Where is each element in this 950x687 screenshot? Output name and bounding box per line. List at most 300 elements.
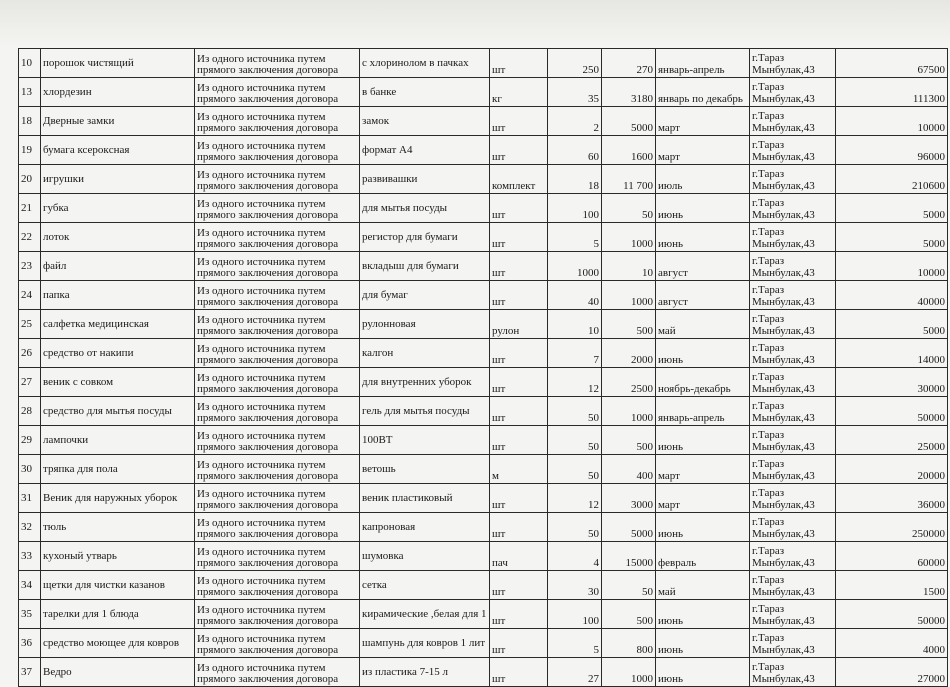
row-number: 29 bbox=[19, 426, 41, 455]
table-row bbox=[19, 339, 948, 368]
total-amount: 5000 bbox=[836, 223, 948, 252]
item-name: тарелки для 1 блюда bbox=[41, 600, 195, 629]
item-specification: в банке bbox=[360, 78, 490, 107]
method-line-1: Из одного источника путем bbox=[197, 82, 326, 94]
place-line-2: Мынбулак,43 bbox=[752, 151, 815, 163]
place-line-2: Мынбулак,43 bbox=[752, 238, 815, 250]
procurement-method bbox=[195, 107, 360, 136]
delivery-place bbox=[750, 629, 836, 658]
table-row bbox=[19, 600, 948, 629]
quantity: 5 bbox=[548, 223, 602, 252]
item-specification: гель для мытья посуды bbox=[360, 397, 490, 426]
delivery-period: январь по декабрь bbox=[656, 78, 750, 107]
row-number: 26 bbox=[19, 339, 41, 368]
item-name: лампочки bbox=[41, 426, 195, 455]
method-line-1: Из одного источника путем bbox=[197, 401, 326, 413]
place-line-1: г.Тараз bbox=[752, 255, 785, 267]
item-name: средство моющее для ковров bbox=[41, 629, 195, 658]
unit-of-measure: м bbox=[490, 455, 548, 484]
delivery-period: июнь bbox=[656, 223, 750, 252]
place-line-1: г.Тараз bbox=[752, 139, 785, 151]
item-name: лоток bbox=[41, 223, 195, 252]
delivery-place bbox=[750, 165, 836, 194]
total-amount: 96000 bbox=[836, 136, 948, 165]
method-line-1: Из одного источника путем bbox=[197, 169, 326, 181]
unit-of-measure: рулон bbox=[490, 310, 548, 339]
total-amount: 250000 bbox=[836, 513, 948, 542]
unit-of-measure: шт bbox=[490, 397, 548, 426]
procurement-method bbox=[195, 252, 360, 281]
total-amount: 4000 bbox=[836, 629, 948, 658]
quantity: 4 bbox=[548, 542, 602, 571]
delivery-place bbox=[750, 600, 836, 629]
total-amount: 14000 bbox=[836, 339, 948, 368]
row-number: 27 bbox=[19, 368, 41, 397]
procurement-table bbox=[18, 48, 948, 687]
item-name: веник с совком bbox=[41, 368, 195, 397]
place-line-2: Мынбулак,43 bbox=[752, 528, 815, 540]
total-amount: 210600 bbox=[836, 165, 948, 194]
delivery-place bbox=[750, 658, 836, 687]
delivery-place bbox=[750, 397, 836, 426]
place-line-2: Мынбулак,43 bbox=[752, 209, 815, 221]
table-row bbox=[19, 368, 948, 397]
table-row bbox=[19, 455, 948, 484]
place-line-2: Мынбулак,43 bbox=[752, 499, 815, 511]
unit-price: 11 700 bbox=[602, 165, 656, 194]
table-row bbox=[19, 629, 948, 658]
unit-of-measure: пач bbox=[490, 542, 548, 571]
procurement-method bbox=[195, 455, 360, 484]
unit-price: 1000 bbox=[602, 223, 656, 252]
delivery-period: июнь bbox=[656, 600, 750, 629]
unit-price: 400 bbox=[602, 455, 656, 484]
place-line-1: г.Тараз bbox=[752, 110, 785, 122]
delivery-place bbox=[750, 484, 836, 513]
method-line-1: Из одного источника путем bbox=[197, 285, 326, 297]
table-row bbox=[19, 397, 948, 426]
row-number: 18 bbox=[19, 107, 41, 136]
method-line-1: Из одного источника путем bbox=[197, 314, 326, 326]
item-name: щетки для чистки казанов bbox=[41, 571, 195, 600]
delivery-period: май bbox=[656, 571, 750, 600]
unit-of-measure: комплект bbox=[490, 165, 548, 194]
item-specification: калгон bbox=[360, 339, 490, 368]
place-line-1: г.Тараз bbox=[752, 400, 785, 412]
place-line-2: Мынбулак,43 bbox=[752, 383, 815, 395]
scan-shadow bbox=[0, 0, 950, 48]
quantity: 12 bbox=[548, 484, 602, 513]
item-name: салфетка медицинская bbox=[41, 310, 195, 339]
unit-price: 1600 bbox=[602, 136, 656, 165]
place-line-1: г.Тараз bbox=[752, 342, 785, 354]
item-specification: кирамические ,белая для 1 bbox=[360, 600, 490, 629]
total-amount: 36000 bbox=[836, 484, 948, 513]
quantity: 40 bbox=[548, 281, 602, 310]
unit-price: 500 bbox=[602, 310, 656, 339]
unit-of-measure: шт bbox=[490, 107, 548, 136]
unit-price: 270 bbox=[602, 49, 656, 78]
procurement-method bbox=[195, 49, 360, 78]
item-specification: веник пластиковый bbox=[360, 484, 490, 513]
delivery-place bbox=[750, 513, 836, 542]
delivery-period: январь-апрель bbox=[656, 49, 750, 78]
unit-of-measure: шт bbox=[490, 368, 548, 397]
table-body bbox=[19, 49, 948, 687]
delivery-place bbox=[750, 542, 836, 571]
place-line-2: Мынбулак,43 bbox=[752, 412, 815, 424]
item-specification: вкладыш для бумаги bbox=[360, 252, 490, 281]
item-specification: для мытья посуды bbox=[360, 194, 490, 223]
place-line-1: г.Тараз bbox=[752, 661, 785, 673]
method-line-2: прямого заключения договора bbox=[197, 412, 339, 424]
row-number: 20 bbox=[19, 165, 41, 194]
method-line-2: прямого заключения договора bbox=[197, 557, 339, 569]
total-amount: 50000 bbox=[836, 397, 948, 426]
row-number: 24 bbox=[19, 281, 41, 310]
place-line-2: Мынбулак,43 bbox=[752, 267, 815, 279]
place-line-2: Мынбулак,43 bbox=[752, 122, 815, 134]
total-amount: 5000 bbox=[836, 194, 948, 223]
procurement-sheet bbox=[18, 48, 948, 687]
delivery-place bbox=[750, 49, 836, 78]
item-name: папка bbox=[41, 281, 195, 310]
method-line-2: прямого заключения договора bbox=[197, 267, 339, 279]
place-line-1: г.Тараз bbox=[752, 168, 785, 180]
item-specification: для внутренних уборок bbox=[360, 368, 490, 397]
procurement-method bbox=[195, 194, 360, 223]
unit-of-measure: шт bbox=[490, 223, 548, 252]
place-line-1: г.Тараз bbox=[752, 632, 785, 644]
method-line-2: прямого заключения договора bbox=[197, 470, 339, 482]
place-line-1: г.Тараз bbox=[752, 81, 785, 93]
item-specification: капроновая bbox=[360, 513, 490, 542]
unit-price: 1000 bbox=[602, 281, 656, 310]
place-line-1: г.Тараз bbox=[752, 429, 785, 441]
place-line-1: г.Тараз bbox=[752, 284, 785, 296]
unit-of-measure: шт bbox=[490, 49, 548, 78]
method-line-1: Из одного источника путем bbox=[197, 662, 326, 674]
procurement-method bbox=[195, 368, 360, 397]
unit-of-measure: шт bbox=[490, 281, 548, 310]
row-number: 21 bbox=[19, 194, 41, 223]
delivery-place bbox=[750, 136, 836, 165]
delivery-period: март bbox=[656, 136, 750, 165]
procurement-method bbox=[195, 310, 360, 339]
unit-price: 5000 bbox=[602, 107, 656, 136]
table-row bbox=[19, 78, 948, 107]
delivery-period: март bbox=[656, 484, 750, 513]
total-amount: 111300 bbox=[836, 78, 948, 107]
total-amount: 27000 bbox=[836, 658, 948, 687]
total-amount: 30000 bbox=[836, 368, 948, 397]
method-line-1: Из одного источника путем bbox=[197, 343, 326, 355]
table-row bbox=[19, 281, 948, 310]
quantity: 27 bbox=[548, 658, 602, 687]
item-specification: для бумаг bbox=[360, 281, 490, 310]
row-number: 25 bbox=[19, 310, 41, 339]
table-row bbox=[19, 542, 948, 571]
delivery-period: август bbox=[656, 281, 750, 310]
unit-of-measure: шт bbox=[490, 658, 548, 687]
place-line-1: г.Тараз bbox=[752, 226, 785, 238]
delivery-period: ноябрь-декабрь bbox=[656, 368, 750, 397]
delivery-place bbox=[750, 339, 836, 368]
item-specification: замок bbox=[360, 107, 490, 136]
delivery-place bbox=[750, 571, 836, 600]
procurement-method bbox=[195, 281, 360, 310]
item-name: средство для мытья посуды bbox=[41, 397, 195, 426]
total-amount: 40000 bbox=[836, 281, 948, 310]
item-specification: формат А4 bbox=[360, 136, 490, 165]
row-number: 34 bbox=[19, 571, 41, 600]
unit-price: 50 bbox=[602, 571, 656, 600]
method-line-1: Из одного источника путем bbox=[197, 53, 326, 65]
quantity: 100 bbox=[548, 600, 602, 629]
unit-of-measure: шт bbox=[490, 629, 548, 658]
quantity: 100 bbox=[548, 194, 602, 223]
unit-of-measure: шт bbox=[490, 571, 548, 600]
delivery-place bbox=[750, 252, 836, 281]
method-line-2: прямого заключения договора bbox=[197, 93, 339, 105]
item-name: игрушки bbox=[41, 165, 195, 194]
total-amount: 20000 bbox=[836, 455, 948, 484]
quantity: 2 bbox=[548, 107, 602, 136]
place-line-2: Мынбулак,43 bbox=[752, 325, 815, 337]
table-row bbox=[19, 165, 948, 194]
item-specification: шумовка bbox=[360, 542, 490, 571]
item-specification: рулонновая bbox=[360, 310, 490, 339]
quantity: 12 bbox=[548, 368, 602, 397]
method-line-2: прямого заключения договора bbox=[197, 644, 339, 656]
method-line-2: прямого заключения договора bbox=[197, 325, 339, 337]
method-line-2: прямого заключения договора bbox=[197, 209, 339, 221]
delivery-period: январь-апрель bbox=[656, 397, 750, 426]
place-line-1: г.Тараз bbox=[752, 516, 785, 528]
method-line-1: Из одного источника путем bbox=[197, 227, 326, 239]
table-row bbox=[19, 426, 948, 455]
method-line-1: Из одного источника путем bbox=[197, 256, 326, 268]
table-row bbox=[19, 194, 948, 223]
quantity: 1000 bbox=[548, 252, 602, 281]
row-number: 33 bbox=[19, 542, 41, 571]
table-row bbox=[19, 571, 948, 600]
total-amount: 50000 bbox=[836, 600, 948, 629]
unit-price: 50 bbox=[602, 194, 656, 223]
place-line-2: Мынбулак,43 bbox=[752, 615, 815, 627]
item-specification: регистор для бумаги bbox=[360, 223, 490, 252]
procurement-method bbox=[195, 136, 360, 165]
unit-price: 800 bbox=[602, 629, 656, 658]
item-name: средство от накипи bbox=[41, 339, 195, 368]
place-line-2: Мынбулак,43 bbox=[752, 354, 815, 366]
quantity: 10 bbox=[548, 310, 602, 339]
table-row bbox=[19, 310, 948, 339]
delivery-period: июнь bbox=[656, 658, 750, 687]
method-line-1: Из одного источника путем bbox=[197, 517, 326, 529]
place-line-1: г.Тараз bbox=[752, 574, 785, 586]
place-line-1: г.Тараз bbox=[752, 313, 785, 325]
item-name: файл bbox=[41, 252, 195, 281]
table-row bbox=[19, 107, 948, 136]
total-amount: 1500 bbox=[836, 571, 948, 600]
item-name: хлордезин bbox=[41, 78, 195, 107]
place-line-1: г.Тараз bbox=[752, 603, 785, 615]
delivery-place bbox=[750, 223, 836, 252]
item-name: Ведро bbox=[41, 658, 195, 687]
delivery-period: июнь bbox=[656, 426, 750, 455]
method-line-1: Из одного источника путем bbox=[197, 546, 326, 558]
method-line-1: Из одного источника путем bbox=[197, 111, 326, 123]
unit-price: 3000 bbox=[602, 484, 656, 513]
row-number: 30 bbox=[19, 455, 41, 484]
place-line-1: г.Тараз bbox=[752, 197, 785, 209]
unit-price: 2000 bbox=[602, 339, 656, 368]
table-row bbox=[19, 252, 948, 281]
item-specification: с хлоринолом в пачках bbox=[360, 49, 490, 78]
method-line-1: Из одного источника путем bbox=[197, 633, 326, 645]
method-line-2: прямого заключения договора bbox=[197, 180, 339, 192]
procurement-method bbox=[195, 629, 360, 658]
method-line-2: прямого заключения договора bbox=[197, 499, 339, 511]
delivery-period: февраль bbox=[656, 542, 750, 571]
row-number: 19 bbox=[19, 136, 41, 165]
quantity: 50 bbox=[548, 426, 602, 455]
place-line-2: Мынбулак,43 bbox=[752, 93, 815, 105]
method-line-2: прямого заключения договора bbox=[197, 441, 339, 453]
unit-of-measure: шт bbox=[490, 252, 548, 281]
table-row bbox=[19, 484, 948, 513]
total-amount: 60000 bbox=[836, 542, 948, 571]
row-number: 28 bbox=[19, 397, 41, 426]
delivery-place bbox=[750, 194, 836, 223]
delivery-period: август bbox=[656, 252, 750, 281]
row-number: 32 bbox=[19, 513, 41, 542]
place-line-1: г.Тараз bbox=[752, 52, 785, 64]
item-name: кухоный утварь bbox=[41, 542, 195, 571]
delivery-period: июль bbox=[656, 165, 750, 194]
row-number: 35 bbox=[19, 600, 41, 629]
method-line-2: прямого заключения договора bbox=[197, 383, 339, 395]
unit-price: 1000 bbox=[602, 658, 656, 687]
place-line-1: г.Тараз bbox=[752, 458, 785, 470]
method-line-2: прямого заключения договора bbox=[197, 151, 339, 163]
procurement-method bbox=[195, 484, 360, 513]
table-row bbox=[19, 49, 948, 78]
quantity: 60 bbox=[548, 136, 602, 165]
method-line-2: прямого заключения договора bbox=[197, 673, 339, 685]
procurement-method bbox=[195, 600, 360, 629]
row-number: 22 bbox=[19, 223, 41, 252]
unit-price: 3180 bbox=[602, 78, 656, 107]
delivery-period: июнь bbox=[656, 339, 750, 368]
unit-of-measure: шт bbox=[490, 600, 548, 629]
delivery-place bbox=[750, 78, 836, 107]
total-amount: 10000 bbox=[836, 107, 948, 136]
unit-price: 1000 bbox=[602, 397, 656, 426]
method-line-2: прямого заключения договора bbox=[197, 238, 339, 250]
row-number: 23 bbox=[19, 252, 41, 281]
procurement-method bbox=[195, 397, 360, 426]
item-name: порошок чистящий bbox=[41, 49, 195, 78]
total-amount: 5000 bbox=[836, 310, 948, 339]
unit-price: 500 bbox=[602, 426, 656, 455]
unit-of-measure: шт bbox=[490, 136, 548, 165]
item-specification: 100ВТ bbox=[360, 426, 490, 455]
place-line-1: г.Тараз bbox=[752, 487, 785, 499]
table-row bbox=[19, 513, 948, 542]
quantity: 35 bbox=[548, 78, 602, 107]
method-line-1: Из одного источника путем bbox=[197, 430, 326, 442]
row-number: 37 bbox=[19, 658, 41, 687]
item-specification: из пластика 7-15 л bbox=[360, 658, 490, 687]
row-number: 31 bbox=[19, 484, 41, 513]
delivery-place bbox=[750, 310, 836, 339]
table-row bbox=[19, 136, 948, 165]
delivery-place bbox=[750, 455, 836, 484]
procurement-method bbox=[195, 571, 360, 600]
delivery-period: июнь bbox=[656, 513, 750, 542]
quantity: 18 bbox=[548, 165, 602, 194]
procurement-method bbox=[195, 339, 360, 368]
procurement-method bbox=[195, 658, 360, 687]
delivery-period: июнь bbox=[656, 194, 750, 223]
delivery-period: июнь bbox=[656, 629, 750, 658]
method-line-1: Из одного источника путем bbox=[197, 488, 326, 500]
quantity: 5 bbox=[548, 629, 602, 658]
unit-of-measure: шт bbox=[490, 484, 548, 513]
item-specification: развивашки bbox=[360, 165, 490, 194]
quantity: 30 bbox=[548, 571, 602, 600]
method-line-1: Из одного источника путем bbox=[197, 198, 326, 210]
delivery-place bbox=[750, 368, 836, 397]
row-number: 13 bbox=[19, 78, 41, 107]
place-line-2: Мынбулак,43 bbox=[752, 64, 815, 76]
place-line-2: Мынбулак,43 bbox=[752, 441, 815, 453]
method-line-1: Из одного источника путем bbox=[197, 604, 326, 616]
unit-price: 2500 bbox=[602, 368, 656, 397]
method-line-2: прямого заключения договора bbox=[197, 615, 339, 627]
total-amount: 25000 bbox=[836, 426, 948, 455]
method-line-1: Из одного источника путем bbox=[197, 459, 326, 471]
place-line-2: Мынбулак,43 bbox=[752, 557, 815, 569]
place-line-1: г.Тараз bbox=[752, 545, 785, 557]
item-specification: шампунь для ковров 1 лит bbox=[360, 629, 490, 658]
place-line-2: Мынбулак,43 bbox=[752, 296, 815, 308]
procurement-method bbox=[195, 78, 360, 107]
quantity: 50 bbox=[548, 513, 602, 542]
method-line-2: прямого заключения договора bbox=[197, 528, 339, 540]
unit-price: 500 bbox=[602, 600, 656, 629]
item-specification: ветошь bbox=[360, 455, 490, 484]
procurement-method bbox=[195, 165, 360, 194]
quantity: 50 bbox=[548, 455, 602, 484]
delivery-place bbox=[750, 281, 836, 310]
table-row bbox=[19, 658, 948, 687]
row-number: 36 bbox=[19, 629, 41, 658]
method-line-1: Из одного источника путем bbox=[197, 575, 326, 587]
method-line-1: Из одного источника путем bbox=[197, 372, 326, 384]
unit-price: 10 bbox=[602, 252, 656, 281]
table-row bbox=[19, 223, 948, 252]
item-specification: сетка bbox=[360, 571, 490, 600]
unit-of-measure: шт bbox=[490, 194, 548, 223]
delivery-period: март bbox=[656, 455, 750, 484]
row-number: 10 bbox=[19, 49, 41, 78]
unit-of-measure: шт bbox=[490, 513, 548, 542]
item-name: Веник для наружных уборок bbox=[41, 484, 195, 513]
place-line-2: Мынбулак,43 bbox=[752, 586, 815, 598]
